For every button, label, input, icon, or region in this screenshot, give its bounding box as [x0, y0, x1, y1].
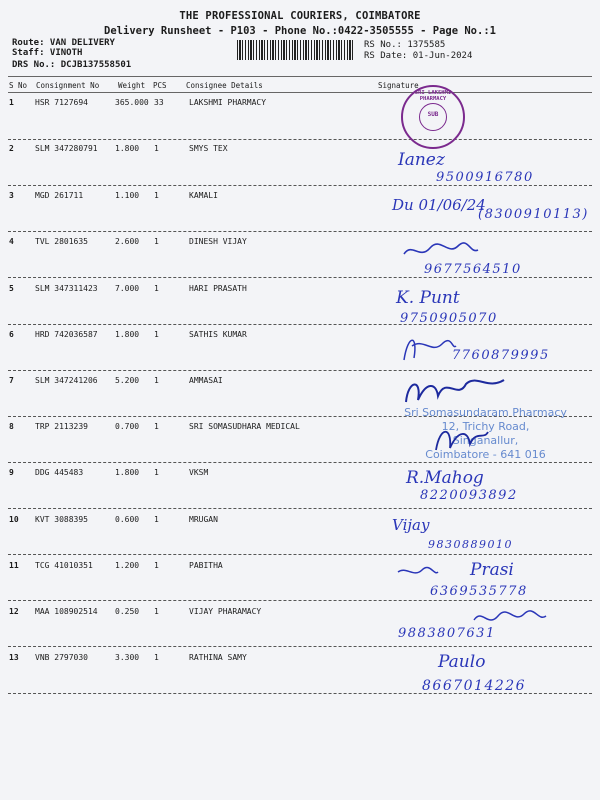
- row-sno: 13: [9, 653, 19, 662]
- row-consignment: VNB 2797030: [35, 653, 88, 662]
- row-consignment: SLM 347280791: [35, 144, 98, 153]
- col-pcs-header: PCS: [153, 81, 167, 90]
- header-rule-bottom: [8, 92, 592, 93]
- row-consignment: HSR 7127694: [35, 98, 88, 107]
- signature-row-4: [400, 238, 480, 262]
- row-pcs: 1: [154, 191, 159, 200]
- signature-row-3: Du 01/06/24: [392, 196, 486, 214]
- stamp-line-3: Singanallur,: [452, 434, 519, 447]
- row-weight: 1.100: [115, 191, 140, 200]
- phone-row-4: 9677564510: [424, 262, 522, 277]
- signature-row-13: Paulo: [438, 652, 486, 672]
- row-weight: 1.800: [115, 330, 140, 339]
- col-signature-header: Signature: [378, 81, 419, 90]
- phone-row-2: 9500916780: [436, 170, 534, 185]
- row-consignee: SATHIS KUMAR: [189, 330, 247, 339]
- row-sno: 6: [9, 330, 14, 339]
- row-sno: 8: [9, 422, 14, 431]
- row-sno: 1: [9, 98, 14, 107]
- table-row: [0, 98, 600, 144]
- signature-row-11: Prasi: [470, 560, 514, 580]
- row-consignment: HRD 742036587: [35, 330, 98, 339]
- row-consignee: KAMALI: [189, 191, 218, 200]
- row-pcs: 1: [154, 330, 159, 339]
- row-consignee: LAKSHMI PHARMACY: [189, 98, 267, 107]
- row-consignment: SLM 347241206: [35, 376, 98, 385]
- signature-row-5: K. Punt: [396, 288, 460, 308]
- row-divider: [8, 554, 592, 555]
- scribble-row-11: [396, 564, 440, 580]
- row-pcs: 1: [154, 376, 159, 385]
- drs-number: DRS No.: DCJB137558501: [12, 60, 132, 70]
- phone-row-5: 9750905070: [400, 311, 498, 326]
- row-divider: [8, 185, 592, 186]
- row-sno: 3: [9, 191, 14, 200]
- phone-row-11: 6369535778: [430, 584, 528, 599]
- row-consignment: SLM 347311423: [35, 284, 98, 293]
- col-weight-header: Weight: [118, 81, 146, 90]
- stamp-ring-text: SRI LAKSHMI PHARMACY: [414, 90, 452, 102]
- row-consignee: VKSM: [189, 468, 209, 477]
- company-title: THE PROFESSIONAL COURIERS, COIMBATORE: [179, 10, 421, 22]
- row-consignee: SMYS TEX: [189, 144, 228, 153]
- col-consignee-header: Consignee Details: [186, 81, 263, 90]
- row-consignee: DINESH VIJAY: [189, 237, 247, 246]
- row-consignee: RATHINA SAMY: [189, 653, 247, 662]
- row-divider: [8, 462, 592, 463]
- phone-row-6: 7760879995: [452, 348, 550, 363]
- row-sno: 5: [9, 284, 14, 293]
- row-consignee: HARI PRASATH: [189, 284, 247, 293]
- row-consignee: MRUGAN: [189, 515, 218, 524]
- pharmacy-round-stamp: [401, 85, 465, 149]
- row-weight: 7.000: [115, 284, 140, 293]
- row-pcs: 1: [154, 561, 159, 570]
- stamp-line-4: Coimbatore - 641 016: [425, 448, 546, 461]
- row-divider: [8, 231, 592, 232]
- row-weight: 1.800: [115, 468, 140, 477]
- row-pcs: 1: [154, 607, 159, 616]
- row-pcs: 1: [154, 422, 159, 431]
- row-pcs: 1: [154, 653, 159, 662]
- row-divider: [8, 139, 592, 140]
- row-weight: 3.300: [115, 653, 140, 662]
- phone-row-13: 8667014226: [422, 678, 527, 694]
- signature-row-9: R.Mahog: [406, 468, 484, 488]
- row-sno: 11: [9, 561, 19, 570]
- row-sno: 7: [9, 376, 14, 385]
- row-divider: [8, 508, 592, 509]
- row-consignment: MGD 261711: [35, 191, 84, 200]
- col-sno-header: S No: [9, 81, 28, 90]
- row-consignment: KVT 3088395: [35, 515, 88, 524]
- row-sno: 10: [9, 515, 19, 524]
- row-divider: [8, 277, 592, 278]
- row-weight: 0.250: [115, 607, 140, 616]
- row-weight: 2.600: [115, 237, 140, 246]
- signature-row-2: Ianez: [398, 150, 445, 170]
- rs-number: RS No.: 1375585: [364, 40, 446, 50]
- rs-date: RS Date: 01-Jun-2024: [364, 51, 473, 61]
- row-divider: [8, 646, 592, 647]
- stamp-line-1: Sri Somasundaram Pharmacy: [404, 406, 567, 419]
- row-consignment: TRP 2113239: [35, 422, 88, 431]
- row-weight: 0.700: [115, 422, 140, 431]
- row-pcs: 1: [154, 284, 159, 293]
- header-rule-top: [8, 76, 592, 77]
- stamp-center-text: SUB: [427, 111, 439, 118]
- row-consignment: TCG 41010351: [35, 561, 93, 570]
- row-pcs: 1: [154, 515, 159, 524]
- row-pcs: 1: [154, 468, 159, 477]
- row-sno: 12: [9, 607, 19, 616]
- row-consignee: PABITHA: [189, 561, 223, 570]
- row-pcs: 1: [154, 144, 159, 153]
- signature-row-10: Vijay: [392, 516, 430, 534]
- row-consignment: TVL 2801635: [35, 237, 88, 246]
- row-consignee: AMMASAI: [189, 376, 223, 385]
- route-info: Route: VAN DELIVERY: [12, 38, 115, 48]
- row-divider: [8, 324, 592, 325]
- row-consignment: DDG 445483: [35, 468, 84, 477]
- row-consignee: SRI SOMASUDHARA MEDICAL: [189, 422, 300, 431]
- row-weight: 365.000: [115, 98, 149, 107]
- row-consignee: VIJAY PHARAMACY: [189, 607, 262, 616]
- col-consignment-header: Consignment No: [36, 81, 100, 90]
- row-divider: [8, 600, 592, 601]
- row-weight: 1.800: [115, 144, 140, 153]
- row-consignment: MAA 108902514: [35, 607, 98, 616]
- barcode: [237, 40, 355, 60]
- phone-row-10: 9830889010: [428, 538, 513, 551]
- row-weight: 1.200: [115, 561, 140, 570]
- stamp-line-2: 12, Trichy Road,: [441, 420, 530, 433]
- signature-row-8: [430, 420, 490, 456]
- phone-row-12: 9883807631: [398, 626, 496, 641]
- row-weight: 5.200: [115, 376, 140, 385]
- row-pcs: 33: [154, 98, 164, 107]
- row-sno: 2: [9, 144, 14, 153]
- staff-info: Staff: VINOTH: [12, 48, 83, 58]
- row-pcs: 1: [154, 237, 159, 246]
- row-sno: 9: [9, 468, 14, 477]
- signature-row-6: [398, 330, 458, 364]
- signature-row-7: [400, 370, 510, 410]
- row-weight: 0.600: [115, 515, 140, 524]
- phone-row-9: 8220093892: [420, 488, 518, 503]
- row-sno: 4: [9, 237, 14, 246]
- phone-row-3: (8300910113): [478, 207, 589, 222]
- runsheet-subtitle: Delivery Runsheet - P103 - Phone No.:0422-3505555 - Page No.:1: [104, 25, 496, 37]
